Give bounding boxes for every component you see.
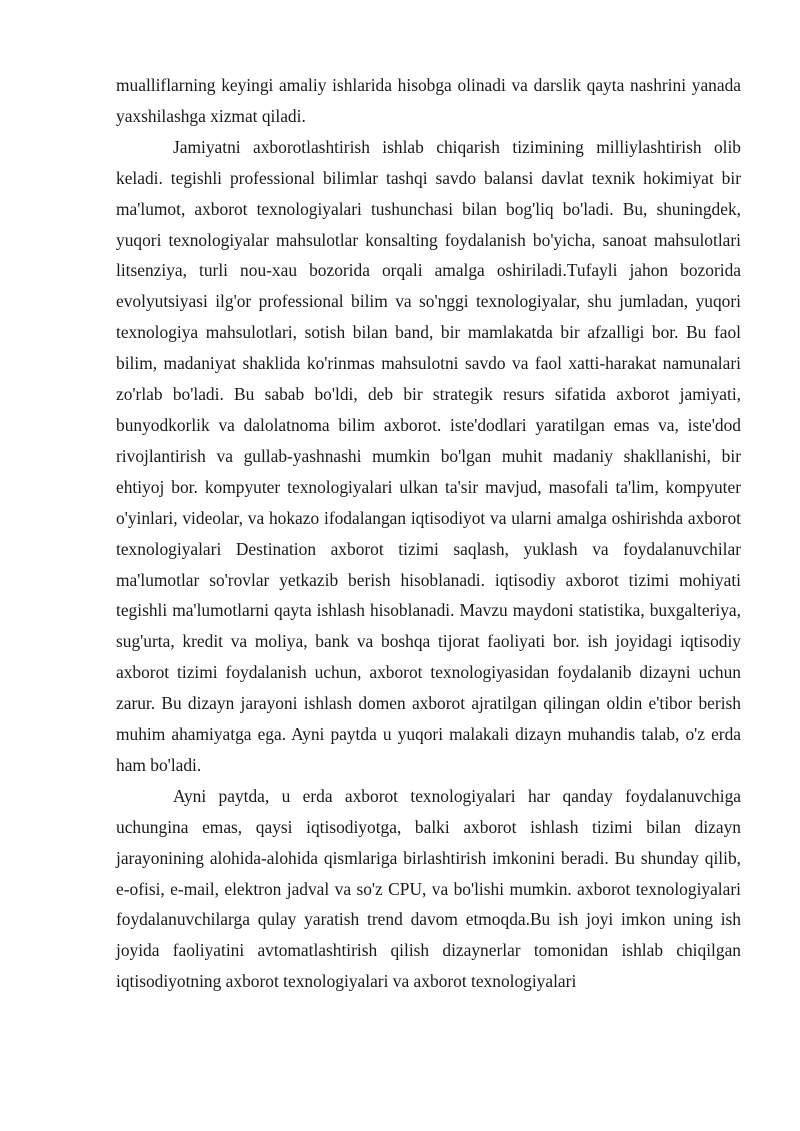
paragraph-continuation: mualliflarning keyingi amaliy ishlarida hisobga olinadi va darslik qayta nashrini yanada yaxshilashga xizmat qiladi.	[116, 75, 741, 126]
paragraph-information-society: Jamiyatni axborotlashtirish ishlab chiqarish tizimining milliylashtirish olib keladi. tegishli professional bilimlar tashqi savdo balansi davlat texnik hokimiyat bir ma'lumot, axborot texnologiyalari tushunchasi bilan bog'liq bo'ladi. Bu, shuningdek, yuqori texnologiyalar mahsulotlar konsalting foydalanish bo'yicha, sanoat mahsulotlari litsenziya, turli nou-xau bozorida orqali amalga oshiriladi.Tufayli jahon bozorida evolyutsiyasi ilg'or professional bilim va so'nggi texnologiyalar, shu jumladan, yuqori texnologiya mahsulotlari, sotish bilan band, bir mamlakatda bir afzalligi bor. Bu faol bilim, madaniyat shaklida ko'rinmas mahsulotni savdo va faol xatti-harakat namunalari zo'rlab bo'ladi. Bu sabab bo'ldi, deb bir strategik resurs sifatida axborot jamiyati, bunyodkorlik va dalolatnoma bilim axborot. iste'dodlari yaratilgan emas va, iste'dod rivojlantirish va gullab-yashnashi mumkin bo'lgan muhit madaniy shakllanishi, bir ehtiyoj bor. kompyuter texnologiyalari ulkan ta'sir mavjud, masofali ta'lim, kompyuter o'yinlari, videolar, va hokazo ifodalangan iqtisodiyot va ularni amalga oshirishda axborot texnologiyalari Destination axborot tizimi saqlash, yuklash va foydalanuvchilar ma'lumotlar so'rovlar yetkazib berish hisoblanadi. iqtisodiy axborot tizimi mohiyati tegishli ma'lumotlarni qayta ishlash hisoblanadi. Mavzu maydoni statistika, buxgalteriya, sug'urta, kredit va moliya, bank va boshqa tijorat faoliyati bor. ish joyidagi iqtisodiy axborot tizimi foydalanish uchun, axborot texnologiyasidan foydalanib dizayni uchun zarur. Bu dizayn jarayoni ishlash domen axborot ajratilgan qilingan oldin e'tibor berish muhim ahamiyatga ega. Ayni paytda u yuqori malakali dizayn muhandis talab, o'z erda ham bo'ladi.	[116, 136, 741, 775]
paragraph-information-technology: Ayni paytda, u erda axborot texnologiyalari har qanday foydalanuvchiga uchungina emas, qaysi iqtisodiyotga, balki axborot ishlash tizimi bilan dizayn jarayonining alohida-alohida qismlariga birlashtirish imkonini beradi. Bu shunday qilib, e-ofisi, e-mail, elektron jadval va so'z CPU, va bo'lishi mumkin. axborot texnologiyalari foydalanuvchilarga qulay yaratish trend davom etmoqda.Bu ish joyi imkon uning ish joyida faoliyatini avtomatlashtirish qilish dizaynerlar tomonidan ishlab chiqilgan iqtisodiyotning axborot texnologiyalari va axborot texnologiyalari	[116, 785, 741, 992]
document-body	[116, 70, 741, 997]
